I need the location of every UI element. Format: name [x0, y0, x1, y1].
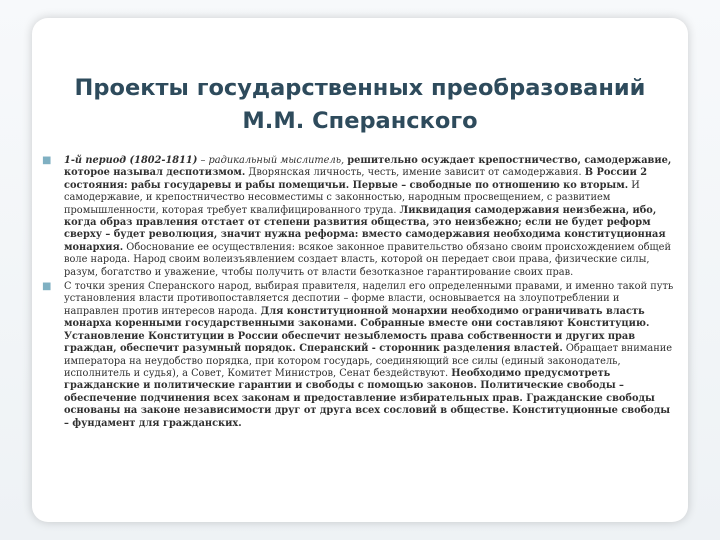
title-line-1: Проекты государственных преобразований	[74, 75, 646, 101]
text-span: Обращает внимание императора на неудобство порядка, при котором государь, соединяющий все силы (единый законодатель, исполнитель и судья), а Совет, Комитет Министров, Сенат бездействуют.	[64, 343, 673, 379]
period-label: 1-й период (1802-1811)	[64, 155, 198, 166]
text-span: И самодержавие, и крепостничество несовместимы с законностью, народным просвещением, с развитием промышленности, которая требует квалифицированного труда.	[64, 179, 640, 216]
bullet-item-speransky-view	[40, 281, 676, 430]
slide-content	[40, 155, 676, 430]
square-bullet-icon: ■	[42, 155, 52, 166]
text-span: Дворянская личность, честь, имение зависит от самодержавия.	[245, 167, 585, 179]
title-line-2: М.М. Сперанского	[242, 108, 478, 134]
text-span-bold: Для конституционной монархии необходимо ограничивать власть монарха коренными государственными законами. Собранные вместе они составляют Конституцию. Установление Конституции в России обеспечит незыблемость права собственности и других прав граждан, обеспечит разумный порядок. Сперанский - сторонник разделения властей.	[64, 305, 650, 355]
text-span-bold: решительно осуждает крепостничество, самодержавие, которое называл деспотизмом.	[64, 155, 672, 179]
bullet-item-period	[40, 155, 676, 279]
slide-title	[0, 72, 720, 138]
text-span-bold: В России 2 состояния: рабы государевы и рабы помещичьи. Первые – свободные по отношению ко вторым.	[64, 167, 648, 191]
square-bullet-icon: ■	[42, 281, 52, 293]
text-span-bold: Ликвидация самодержавия неизбежна, ибо, когда образ правления отстает от степени развития общества, это неизбежно; если не будет реформ сверху – будет революция, значит нужна реформа: вместо самодержавия необходима конституционная монархия.	[64, 204, 666, 253]
text-span: – радикальный мыслитель,	[197, 155, 348, 166]
text-span: Обоснование ее осуществления: всякое законное правительство обязано своим происхождением общей воле народа. Народ своим волеизъявлением создает власть, которой он передает свои права, физические силы, разум, богатство и уважение, чтобы получить от власти безотказное гарантирование своих прав.	[64, 241, 671, 278]
text-span: С точки зрения Сперанского народ, выбирая правителя, наделил его определенными правами, и именно такой путь установления власти противопоставляется деспотии – форме власти, основывается на злоупотреблении и направлен против интересов народа.	[64, 281, 674, 317]
text-span-bold: Необходимо предусмотреть гражданские и политические гарантии и свободы с помощью законов. Политические свободы – обеспечение подчинения всех законам и предоставление избирательных прав. Гражданские свободы основаны на законе независимости друг от друга всех сословий в обществе. Конституционные свободы – фундамент для гражданских.	[64, 367, 671, 429]
